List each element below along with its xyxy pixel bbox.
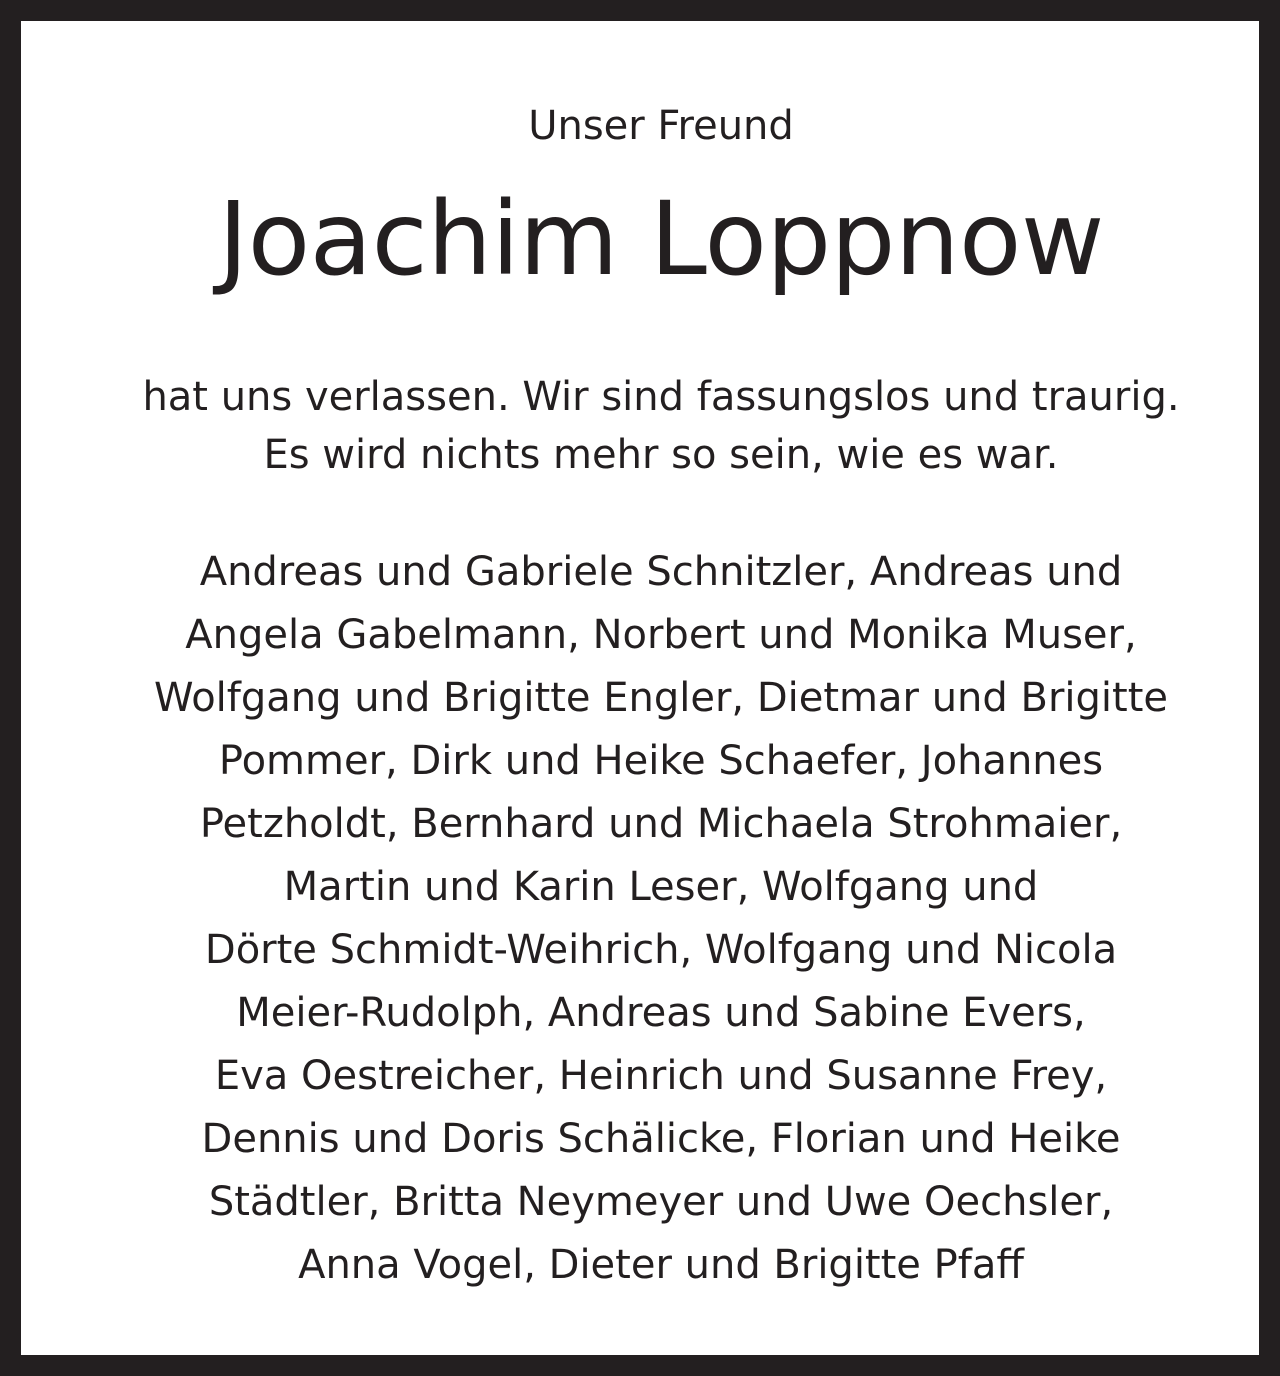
mourner-line: Städtler, Britta Neymeyer und Uwe Oechsler, bbox=[208, 1179, 1114, 1225]
mourner-line: Eva Oestreicher, Heinrich und Susanne Frey, bbox=[214, 1053, 1108, 1099]
mourner-line: Petzholdt, Bernhard und Michaela Strohmaier, bbox=[199, 801, 1123, 847]
notice-content bbox=[42, 42, 1280, 1376]
mourner-line: Meier-Rudolph, Andreas und Sabine Evers, bbox=[236, 990, 1086, 1036]
deceased-name: Joachim Loppnow bbox=[218, 180, 1104, 299]
mourner-line: Andreas und Gabriele Schnitzler, Andreas und bbox=[199, 549, 1123, 595]
mourner-line: Dennis und Doris Schälicke, Florian und Heike bbox=[201, 1116, 1121, 1162]
notice-message bbox=[42, 368, 1280, 484]
mourner-line: Martin und Karin Leser, Wolfgang und bbox=[283, 864, 1039, 910]
notice-intro: Unser Freund bbox=[528, 103, 794, 149]
mourner-line: Wolfgang und Brigitte Engler, Dietmar und Brigitte bbox=[154, 675, 1168, 721]
mourner-line: Anna Vogel, Dieter und Brigitte Pfaff bbox=[298, 1242, 1024, 1288]
message-line: hat uns verlassen. Wir sind fassungslos und traurig. bbox=[142, 374, 1180, 420]
mourner-line: Pommer, Dirk und Heike Schaefer, Johannes bbox=[218, 738, 1104, 784]
mourner-line: Angela Gabelmann, Norbert und Monika Muser, bbox=[185, 612, 1137, 658]
message-line: Es wird nichts mehr so sein, wie es war. bbox=[263, 432, 1059, 478]
mourner-line: Dörte Schmidt-Weihrich, Wolfgang und Nicola bbox=[204, 927, 1118, 973]
mourners-list bbox=[42, 541, 1280, 1297]
